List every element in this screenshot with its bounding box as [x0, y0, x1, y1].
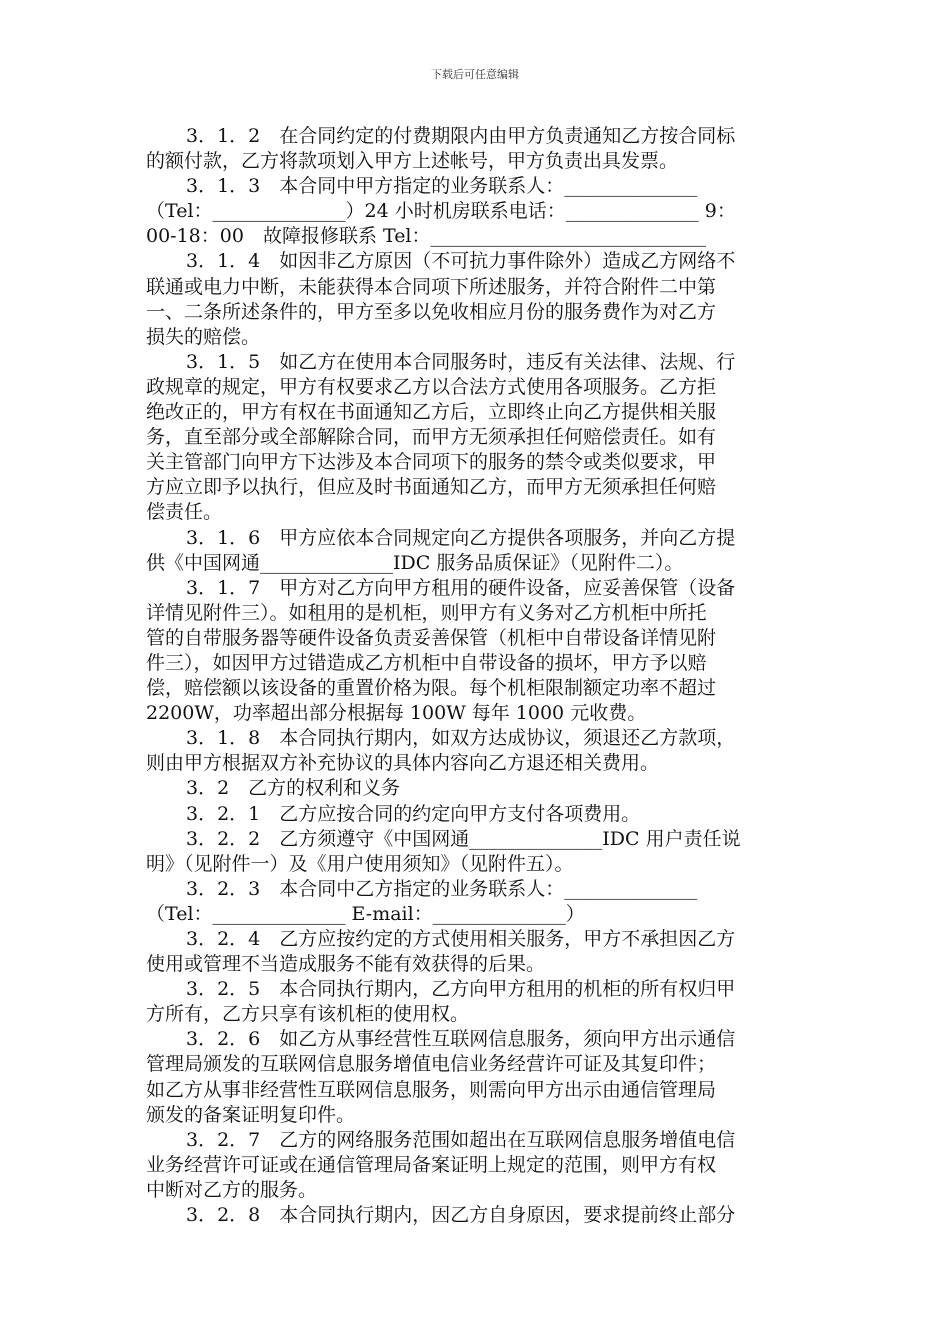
text-line: 详情见附件三）。如租用的是机柜，则甲方有义务对乙方机柜中所托: [146, 601, 707, 624]
text-line: 3．1．5 如乙方在使用本合同服务时，违反有关法律、法规、行: [186, 350, 736, 373]
text-line: 3．2．2 乙方须遵守《中国网通______________IDC 用户责任说: [186, 827, 741, 850]
text-line: 3．2 乙方的权利和义务: [186, 777, 401, 800]
text-line: 政规章的规定，甲方有权要求乙方以合法方式使用各项服务。乙方拒: [146, 375, 717, 398]
text-line: 3．1．3 本合同中甲方指定的业务联系人：______________: [186, 175, 698, 198]
text-line: 3．2．3 本合同中乙方指定的业务联系人：______________: [186, 877, 698, 900]
text-line: 的额付款，乙方将款项划入甲方上述帐号，甲方负责出具发票。: [146, 150, 679, 173]
text-line: 绝改正的，甲方有权在书面通知乙方后，立即终止向乙方提供相关服: [146, 401, 717, 424]
text-line: 业务经营许可证或在通信管理局备案证明上规定的范围，则甲方有权: [146, 1153, 717, 1176]
text-line: 中断对乙方的服务。: [146, 1178, 318, 1201]
text-line: 偿责任。: [146, 501, 223, 524]
text-line: 3．1．4 如因非乙方原因（不可抗力事件除外）造成乙方网络不: [186, 250, 736, 273]
text-line: 3．1．8 本合同执行期内，如双方达成协议，须退还乙方款项，: [186, 727, 736, 750]
text-line: 3．2．8 本合同执行期内，因乙方自身原因，要求提前终止部分: [186, 1204, 736, 1227]
text-line: 管理局颁发的互联网信息服务增值电信业务经营许可证及其复印件；: [146, 1053, 717, 1076]
text-line: 3．2．5 本合同执行期内，乙方向甲方租用的机柜的所有权归甲: [186, 978, 736, 1001]
text-line: 一、二条所述条件的，甲方至多以免收相应月份的服务费作为对乙方: [146, 300, 717, 323]
page-header: 下载后可任意编辑: [431, 68, 519, 81]
text-line: 明》（见附件一）及《用户使用须知》（见附件五）。: [146, 852, 574, 875]
text-line: 使用或管理不当造成服务不能有效获得的后果。: [146, 953, 546, 976]
text-line: 3．1．7 甲方对乙方向甲方租用的硬件设备，应妥善保管（设备: [186, 576, 736, 599]
text-line: 偿，赔偿额以该设备的重置价格为限。每个机柜限制额定功率不超过: [146, 677, 717, 700]
text-line: 3．1．2 在合同约定的付费期限内由甲方负责通知乙方按合同标: [186, 125, 736, 147]
text-line: 3．2．1 乙方应按合同的约定向甲方支付各项费用。: [186, 802, 641, 825]
text-line: 3．2．6 如乙方从事经营性互联网信息服务，须向甲方出示通信: [186, 1028, 736, 1051]
text-line: （Tel：______________）24 小时机房联系电话：______________ 9：: [146, 200, 736, 223]
text-line: 则由甲方根据双方补充协议的具体内容向乙方退还相关费用。: [146, 752, 660, 775]
text-line: 00-18：00 故障报修联系 Tel：_____________________________: [146, 225, 707, 248]
text-line: 如乙方从事非经营性互联网信息服务，则需向甲方出示由通信管理局: [146, 1078, 717, 1101]
text-line: 3．1．6 甲方应依本合同规定向乙方提供各项服务，并向乙方提: [186, 526, 736, 549]
text-line: 联通或电力中断，未能获得本合同项下所述服务，并符合附件二中第: [146, 275, 717, 298]
text-line: 件三），如因甲方过错造成乙方机柜中自带设备的损坏，甲方予以赔: [146, 651, 707, 674]
text-line: 方应立即予以执行，但应及时书面通知乙方，而甲方无须承担任何赔: [146, 476, 717, 499]
text-line: 管的自带服务器等硬件设备负责妥善保管（机柜中自带设备详情见附: [146, 626, 717, 649]
text-line: 损失的赔偿。: [146, 325, 261, 348]
text-line: 2200W，功率超出部分根据每 100W 每年 1000 元收费。: [146, 702, 647, 725]
text-line: 关主管部门向甲方下达涉及本合同项下的服务的禁令或类似要求，甲: [146, 451, 717, 474]
text-line: （Tel：______________ E-mail：______________）: [146, 902, 585, 925]
text-line: 务，直至部分或全部解除合同，而甲方无须承担任何赔偿责任。如有: [146, 426, 717, 449]
text-line: 3．2．4 乙方应按约定的方式使用相关服务，甲方不承担因乙方: [186, 928, 736, 950]
text-line: 供《中国网通______________IDC 服务品质保证》（见附件二）。: [146, 551, 684, 574]
text-line: 方所有，乙方只享有该机柜的使用权。: [146, 1003, 470, 1026]
contract-body: [146, 124, 806, 1228]
text-line: 颁发的备案证明复印件。: [146, 1103, 356, 1126]
text-line: 3．2．7 乙方的网络服务范围如超出在互联网信息服务增值电信: [186, 1128, 736, 1151]
